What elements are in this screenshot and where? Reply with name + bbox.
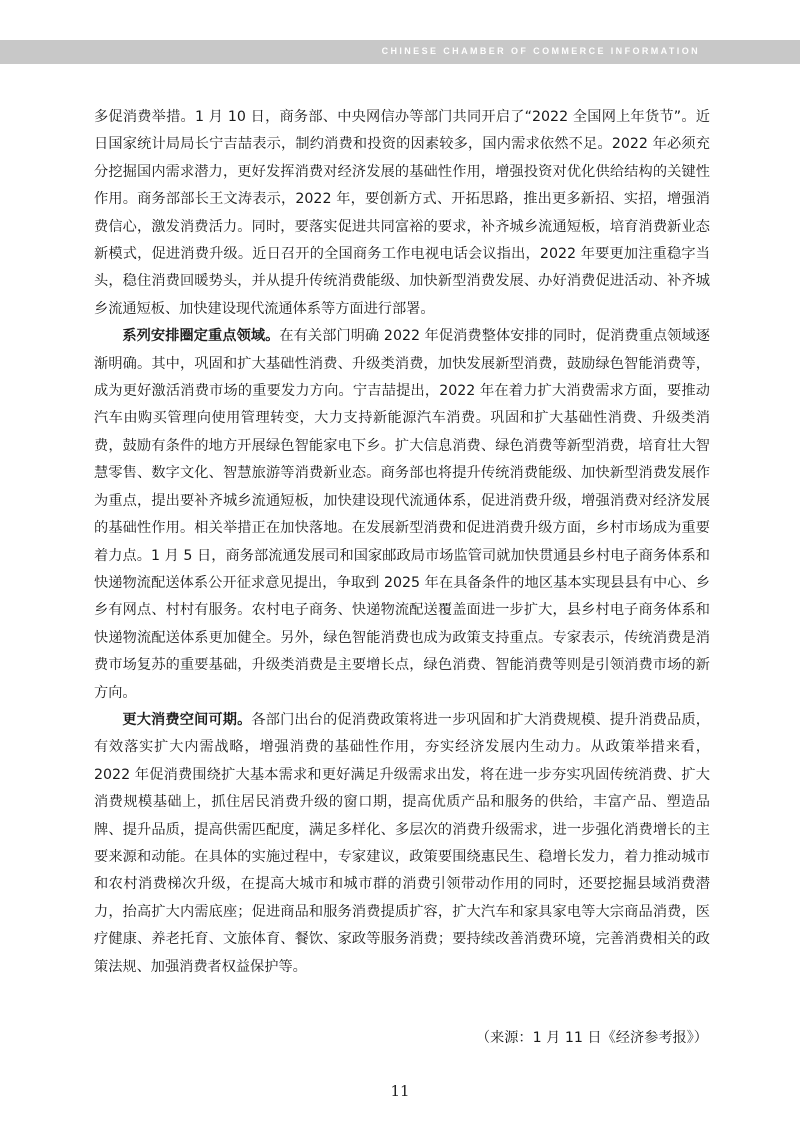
paragraph-2-body: 在有关部门明确 2022 年促消费整体安排的同时，促消费重点领域逐渐明确。其中，巩固和扩大基础性消费、升级类消费，加快发展新型消费，鼓励绿色智能消费等，成为更好激活消费市场的重要发力方向。宁吉喆提出，2022 年在着力扩大消费需求方面，要推动汽车由购买管理向使用管理转变，大力支持新能源汽车消费。巩固和扩大基础性消费、升级类消费，鼓励有条件的地方开展绿色智能家电下乡。扩大信息消费、绿色消费等新型消费，培育壮大智慧零售、数字文化、智慧旅游等消费新业态。商务部也将提升传统消费能级、加快新型消费发展作为重点，提出要补齐城乡流通短板，加快建设现代流通体系，促进消费升级，增强消费对经济发展的基础性作用。相关举措正在加快落地。在发展新型消费和促进消费升级方面，乡村市场成为重要着力点。1 月 5 日，商务部流通发展司和国家邮政局市场监管司就加快贯通县乡村电子商务体系和快递物流配送体系公开征求意见提出，争取到 2025 年在具备条件的地区基本实现县县有中心、乡乡有网点、村村有服务。农村电子商务、快递物流配送覆盖面进一步扩大，县乡村电子商务体系和快递物流配送体系更加健全。另外，绿色智能消费也成为政策支持重点。专家表示，传统消费是消费市场复苏的重要基础，升级类消费是主要增长点，绿色消费、智能消费等则是引领消费市场的新方向。 — [94, 328, 710, 701]
paragraph-3-body: 各部门出台的促消费政策将进一步巩固和扩大消费规模、提升消费品质，有效落实扩大内需战略，增强消费的基础性作用，夯实经济发展内生动力。从政策举措来看，2022 年促消费围绕扩大基本需求和更好满足升级需求出发，将在进一步夯实巩固传统消费、扩大消费规模基础上，抓住居民消费升级的窗口期，提高优质产品和服务的供给，丰富产品、塑造品牌、提升品质，提高供需匹配度，满足多样化、多层次的消费升级需求，进一步强化消费增长的主要来源和动能。在具体的实施过程中，专家建议，政策要围绕惠民生、稳增长发力，着力推动城市和农村消费梯次升级，在提高大城市和城市群的消费引领带动作用的同时，还要挖掘县域消费潜力，抬高扩大内需底座；促进商品和服务消费提质扩容，扩大汽车和家具家电等大宗商品消费，医疗健康、养老托育、文旅体育、餐饮、家政等服务消费；要持续改善消费环境，完善消费相关的政策法规、加强消费者权益保护等。 — [94, 711, 710, 975]
paragraph-3-lead: 更大消费空间可期。 — [122, 711, 252, 728]
article-body — [94, 104, 710, 981]
source-note: （来源：1 月 11 日《经济参考报》） — [475, 1030, 708, 1046]
article-paragraph-2 — [94, 323, 710, 707]
paragraph-2-lead: 系列安排圈定重点领域。 — [122, 328, 280, 345]
article-paragraph-1: 多促消费举措。1 月 10 日，商务部、中央网信办等部门共同开启了“2022 全国网上年货节”。近日国家统计局局长宁吉喆表示，制约消费和投资的因素较多，国内需求依然不足。2022 年必须充分挖掘国内需求潜力，更好发挥消费对经济发展的基础性作用，增强投资对优化供给结构的关键性作用。商务部部长王文涛表示，2022 年，要创新方式、开拓思路，推出更多新招、实招，增强消费信心，激发消费活力。同时，要落实促进共同富裕的要求，补齐城乡流通短板，培育消费新业态新模式，促进消费升级。近日召开的全国商务工作电视电话会议指出，2022 年要更加注重稳字当头，稳住消费回暖势头，并从提升传统消费能级、加快新型消费发展、办好消费促进活动、补齐城乡流通短板、加快建设现代流通体系等方面进行部署。 — [94, 109, 710, 317]
page-number: 11 — [390, 1082, 410, 1100]
article-paragraph-3 — [94, 707, 710, 981]
publication-title: CHINESE CHAMBER OF COMMERCE INFORMATION — [381, 46, 700, 56]
